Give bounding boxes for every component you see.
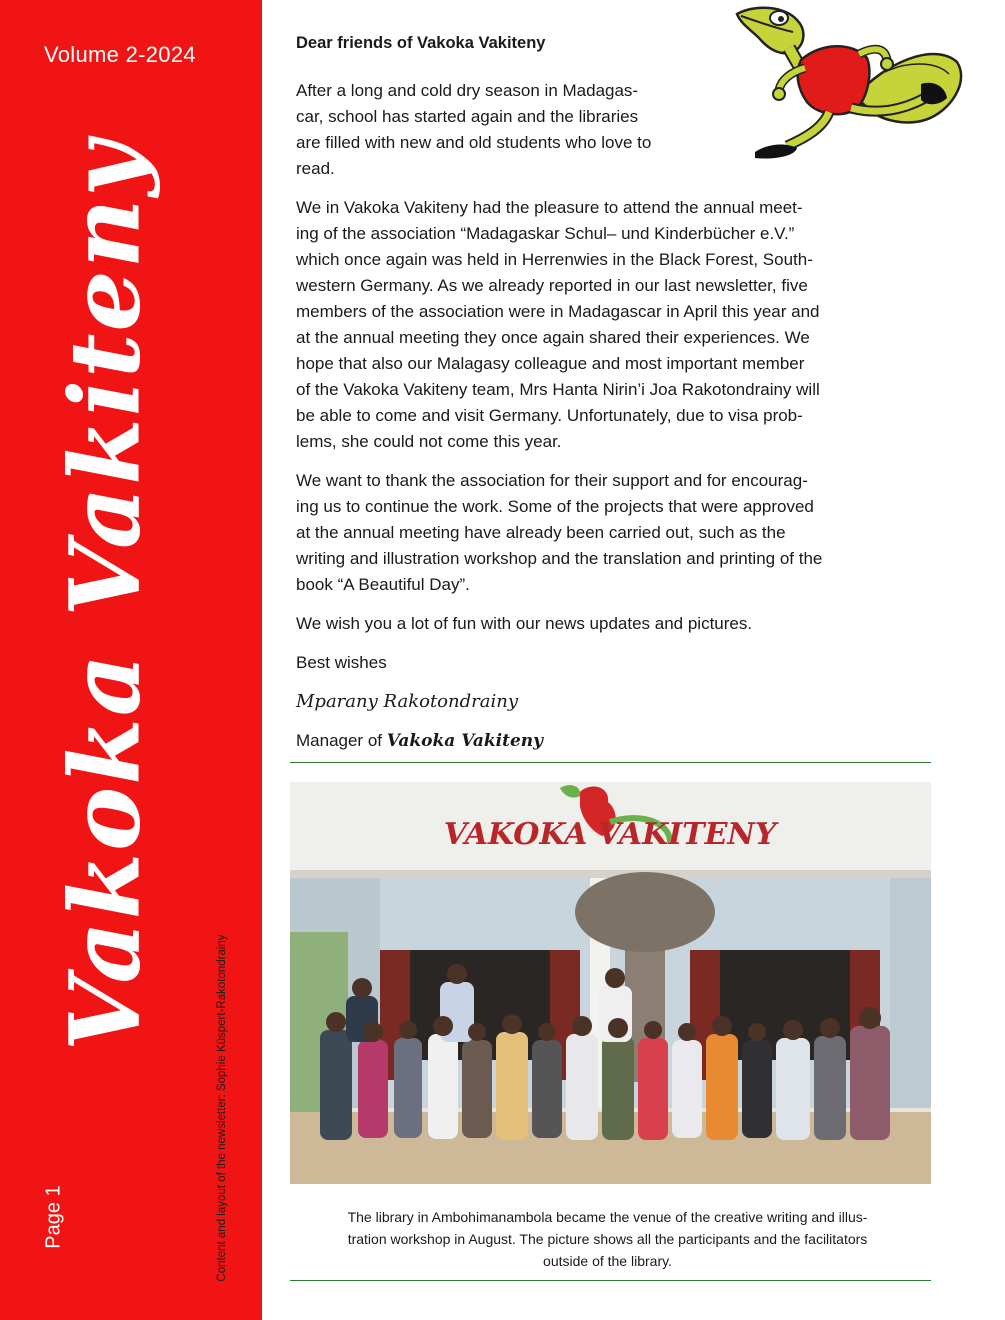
volume-label: Volume 2-2024 [44, 42, 196, 67]
caption-line: The library in Ambohimanambola became the venue of the creative writing and illus- [347, 1209, 868, 1225]
text-line: members of the association were in Madagascar in April this year and [296, 302, 820, 321]
library-sign: VAKOKA VAKITENY [443, 817, 777, 852]
text-line: read. [296, 159, 335, 178]
photo-caption [294, 1206, 921, 1272]
manager-line [296, 728, 921, 754]
closing-line: Best wishes [296, 653, 387, 672]
thanks-paragraph [296, 468, 921, 598]
text-line: hope that also our Malagasy colleague and most important member [296, 354, 805, 373]
text-line: ing us to continue the work. Some of the projects that were approved [296, 497, 814, 516]
text-line: lems, she could not come this year. [296, 432, 562, 451]
text-line: We in Vakoka Vakiteny had the pleasure to attend the annual meet- [296, 198, 803, 217]
text-line: which once again was held in Herrenwies in the Black Forest, South- [296, 250, 813, 269]
manager-prefix: Manager of [296, 731, 382, 750]
group-photo [290, 782, 931, 1184]
text-line: We want to thank the association for their support and for encourag- [296, 471, 808, 490]
greeting-heading: Dear friends of Vakoka Vakiteny [296, 34, 546, 52]
text-line: western Germany. As we already reported in our last newsletter, five [296, 276, 808, 295]
text-line: writing and illustration workshop and the translation and printing of the [296, 549, 823, 568]
signature: Mparany Rakotondrainy [296, 691, 518, 712]
text-line: at the annual meeting they once again shared their experiences. We [296, 328, 810, 347]
masthead-title: Vakoka Vakiteny [48, 138, 162, 1052]
manager-org: Vakoka Vakiteny [386, 731, 543, 751]
text-line: After a long and cold dry season in Madagas- [296, 81, 639, 100]
text-line: at the annual meeting have already been carried out, such as the [296, 523, 786, 542]
caption-line: outside of the library. [543, 1253, 672, 1269]
divider-top [290, 762, 931, 763]
page-number: Page 1 [42, 1185, 65, 1249]
credits-line: Content and layout of the newsletter: Sophie Küspert-Rakotondrainy [216, 934, 228, 1282]
text-line: car, school has started again and the libraries [296, 107, 639, 126]
text-line: ing of the association “Madagaskar Schul– und Kinderbücher e.V.” [296, 224, 795, 243]
text-line: of the Vakoka Vakiteny team, Mrs Hanta Nirin’i Joa Rakotondrainy will [296, 380, 820, 399]
meeting-paragraph [296, 195, 921, 455]
letter-body [296, 30, 921, 767]
caption-line: tration workshop in August. The picture shows all the participants and the facilitators [347, 1231, 868, 1247]
divider-bottom [290, 1280, 931, 1281]
text-line: be able to come and visit Germany. Unfortunately, due to visa prob- [296, 406, 803, 425]
text-line: book “A Beautiful Day”. [296, 575, 470, 594]
wishes-paragraph: We wish you a lot of fun with our news updates and pictures. [296, 614, 753, 633]
masthead-container [48, 138, 162, 1052]
text-line: are filled with new and old students who love to [296, 133, 652, 152]
intro-paragraph [296, 78, 721, 182]
